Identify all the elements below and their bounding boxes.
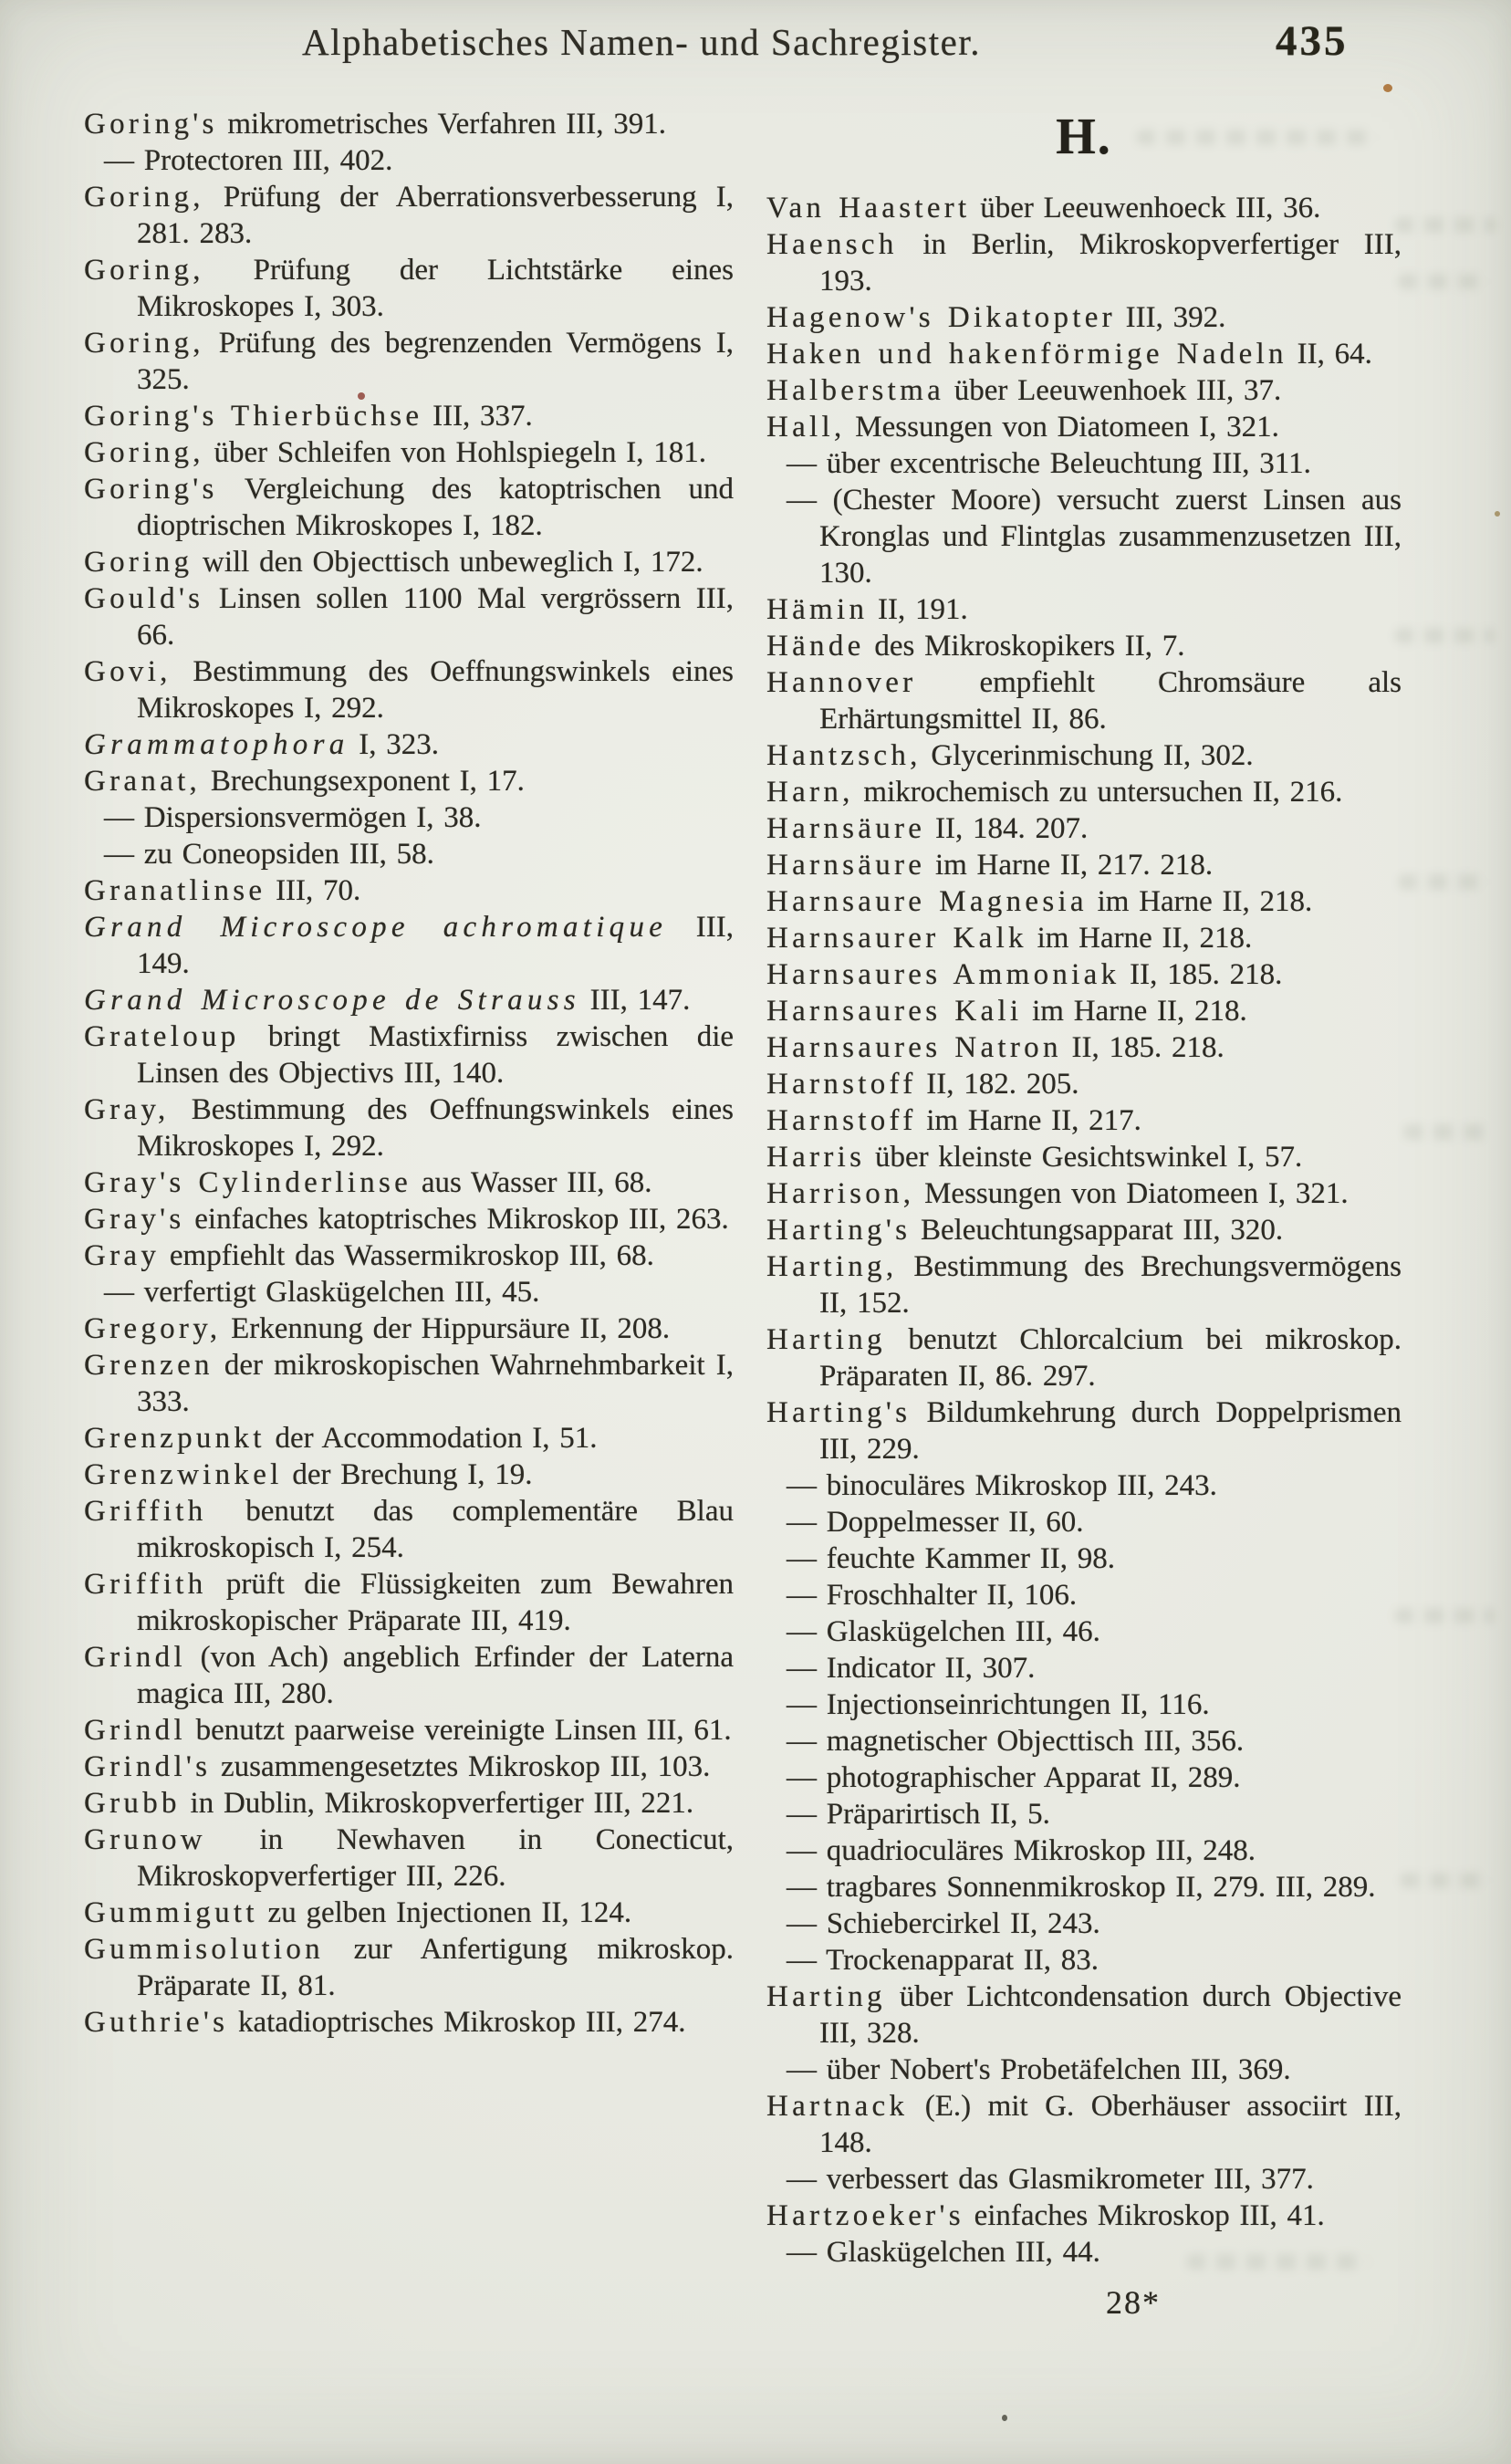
entry-headword: Griffith bbox=[84, 1495, 207, 1528]
index-entry: — Glaskügelchen III, 46. bbox=[787, 1615, 1100, 1648]
index-entry: Hände des Mikroskopikers II, 7. bbox=[766, 630, 1185, 663]
index-entry: Grenzwinkel der Brechung I, 19. bbox=[84, 1458, 533, 1491]
index-entry: Harnsaure Magnesia im Harne II, 218. bbox=[766, 885, 1313, 918]
dash-marker: — bbox=[787, 1506, 817, 1539]
bleed-through-ghost bbox=[1400, 1873, 1491, 1888]
dash-marker: — bbox=[104, 1276, 134, 1309]
index-entry: Harnstoff im Harne II, 217. bbox=[766, 1104, 1141, 1137]
entry-headword: Hantzsch, bbox=[766, 739, 922, 772]
entry-headword: Gummigutt bbox=[84, 1896, 258, 1929]
bleed-through-ghost bbox=[1394, 628, 1495, 643]
index-entry: Harrison, Messungen von Diatomeen I, 321. bbox=[766, 1177, 1349, 1210]
dash-marker: — bbox=[787, 1542, 817, 1575]
entry-headword: Harnsaures Kali bbox=[766, 995, 1023, 1028]
index-entry: — über Nobert's Probetäfelchen III, 369. bbox=[787, 2053, 1291, 2086]
right-column bbox=[766, 106, 1402, 2322]
index-entry: Harting's Beleuchtungsapparat III, 320. bbox=[766, 1214, 1284, 1247]
index-entry: — Injectionseinrichtungen II, 116. bbox=[787, 1688, 1210, 1721]
entry-headword: Harnsaures Natron bbox=[766, 1031, 1062, 1064]
signature-mark: 28* bbox=[1106, 2284, 1161, 2321]
index-entry: Guthrie's katadioptrisches Mikroskop III, 274. bbox=[84, 2006, 686, 2039]
entry-headword: Govi, bbox=[84, 655, 172, 688]
index-entry: Harting benutzt Chlorcalcium bei mikroskop. Präparaten II, 86. 297. bbox=[766, 1323, 1402, 1393]
entry-headword: Hämin bbox=[766, 593, 869, 626]
index-entry: Goring, Prüfung der Aberrationsverbesserung I, 281. 283. bbox=[84, 181, 734, 250]
bleed-through-ghost bbox=[1394, 217, 1496, 233]
index-entry: Gregory, Erkennung der Hippursäure II, 208. bbox=[84, 1312, 671, 1345]
entry-headword: Grubb bbox=[84, 1787, 181, 1820]
entry-headword: Harris bbox=[766, 1141, 866, 1174]
entry-headword: Harn, bbox=[766, 776, 854, 809]
entry-headword: Gray's bbox=[84, 1203, 185, 1236]
entry-headword: Grindl bbox=[84, 1641, 186, 1674]
entry-headword: Grand Microscope de Strauss bbox=[84, 984, 580, 1017]
dash-marker: — bbox=[787, 1761, 817, 1794]
index-entry: Granatlinse III, 70. bbox=[84, 874, 361, 907]
index-entry: — (Chester Moore) versucht zuerst Linsen aus Kronglas und Flintglas zusammenzusetzen III, 130. bbox=[787, 484, 1402, 590]
index-entry: — über excentrische Beleuchtung III, 311. bbox=[787, 447, 1311, 480]
entry-headword: Gray, bbox=[84, 1093, 170, 1126]
entry-headword: Harting bbox=[766, 1980, 886, 2013]
entry-headword: Van Haastert bbox=[766, 192, 971, 224]
entry-headword: Gregory, bbox=[84, 1312, 222, 1345]
index-entry: — photographischer Apparat II, 289. bbox=[787, 1761, 1241, 1794]
entry-headword: Gould's bbox=[84, 582, 204, 615]
dash-marker: — bbox=[787, 1834, 817, 1867]
entry-headword: Griffith bbox=[84, 1568, 207, 1601]
entry-headword: Goring's bbox=[84, 108, 218, 141]
bleed-through-ghost bbox=[1394, 1608, 1495, 1624]
index-entry: — tragbares Sonnenmikroskop II, 279. III, 289. bbox=[787, 1871, 1376, 1904]
right-column-entries bbox=[766, 190, 1402, 2271]
index-entry: Halberstma über Leeuwenhoek III, 37. bbox=[766, 374, 1282, 407]
index-entry: Goring, Prüfung des begrenzenden Vermögens I, 325. bbox=[84, 327, 735, 396]
index-entry: Gray's Cylinderlinse aus Wasser III, 68. bbox=[84, 1166, 652, 1199]
ink-speck bbox=[1495, 511, 1500, 517]
index-entry: Harn, mikrochemisch zu untersuchen II, 216. bbox=[766, 776, 1343, 809]
index-entry: Harting's Bildumkehrung durch Doppelprismen III, 229. bbox=[766, 1396, 1402, 1466]
index-entry: Gray, Bestimmung des Oeffnungswinkels eines Mikroskopes I, 292. bbox=[84, 1093, 734, 1163]
index-columns bbox=[84, 106, 1402, 2322]
dash-marker: — bbox=[787, 1944, 817, 1977]
index-entry: — feuchte Kammer II, 98. bbox=[787, 1542, 1116, 1575]
entry-headword: Goring, bbox=[84, 436, 204, 469]
entry-headword: Halberstma bbox=[766, 374, 945, 407]
entry-headword: Granatlinse bbox=[84, 874, 266, 907]
index-entry: Grateloup bringt Mastixfirniss zwischen die Linsen des Objectivs III, 140. bbox=[84, 1020, 735, 1090]
entry-headword: Harnsäure bbox=[766, 849, 926, 882]
dash-marker: — bbox=[104, 838, 134, 871]
index-entry: Harnsaures Natron II, 185. 218. bbox=[766, 1031, 1224, 1064]
index-entry: Hannover empfiehlt Chromsäure als Erhärtungsmittel II, 86. bbox=[766, 666, 1402, 736]
index-entry: — quadrioculäres Mikroskop III, 248. bbox=[787, 1834, 1256, 1867]
entry-headword: Goring, bbox=[84, 327, 204, 360]
index-entry: Goring will den Objecttisch unbeweglich I, 172. bbox=[84, 546, 703, 579]
dash-marker: — bbox=[787, 1469, 817, 1502]
index-entry: Haken und hakenförmige Nadeln II, 64. bbox=[766, 338, 1372, 371]
index-entry: Harting, Bestimmung des Brechungsvermögens II, 152. bbox=[766, 1250, 1402, 1320]
entry-headword: Granat, bbox=[84, 765, 202, 798]
entry-headword: Goring, bbox=[84, 254, 204, 287]
entry-headword: Goring's Thierbüchse bbox=[84, 400, 423, 433]
entry-headword: Haensch bbox=[766, 228, 898, 261]
entry-headword: Grammatophora bbox=[84, 728, 349, 761]
bleed-through-ghost bbox=[1398, 874, 1489, 890]
entry-headword: Grenzwinkel bbox=[84, 1458, 283, 1491]
entry-headword: Grunow bbox=[84, 1823, 206, 1856]
entry-headword: Grand Microscope achromatique bbox=[84, 911, 668, 944]
entry-headword: Goring's bbox=[84, 473, 218, 506]
index-entry: — Froschhalter II, 106. bbox=[787, 1579, 1078, 1612]
index-entry: Gould's Linsen sollen 1100 Mal vergrössern III, 66. bbox=[84, 582, 734, 652]
index-entry: Gummigutt zu gelben Injectionen II, 124. bbox=[84, 1896, 632, 1929]
entry-headword: Grenzen bbox=[84, 1349, 214, 1382]
index-entry: Hagenow's Dikatopter III, 392. bbox=[766, 301, 1226, 334]
dash-marker: — bbox=[104, 801, 134, 834]
index-entry: Harnstoff II, 182. 205. bbox=[766, 1068, 1079, 1101]
entry-headword: Harnstoff bbox=[766, 1068, 917, 1101]
index-entry: Harris über kleinste Gesichtswinkel I, 57. bbox=[766, 1141, 1303, 1174]
index-entry: Gray's einfaches katoptrisches Mikroskop III, 263. bbox=[84, 1203, 729, 1236]
index-entry: Harnsaures Kali im Harne II, 218. bbox=[766, 995, 1247, 1028]
bleed-through-ghost bbox=[1403, 1124, 1487, 1140]
dash-marker: — bbox=[787, 1652, 817, 1685]
index-entry: Gummisolution zur Anfertigung mikroskop. Präparate II, 81. bbox=[84, 1933, 735, 2002]
entry-headword: Grindl's bbox=[84, 1750, 212, 1783]
entry-headword: Gray bbox=[84, 1239, 161, 1272]
page-number: 435 bbox=[1276, 17, 1349, 65]
index-entry: Grand Microscope achromatique III, 149. bbox=[84, 911, 735, 980]
entry-headword: Hall, bbox=[766, 411, 846, 444]
index-entry: Grindl's zusammengesetztes Mikroskop III, 103. bbox=[84, 1750, 711, 1783]
index-entry: Goring's mikrometrisches Verfahren III, 391. bbox=[84, 108, 667, 141]
entry-headword: Harnsäure bbox=[766, 812, 926, 845]
index-entry: Granat, Brechungsexponent I, 17. bbox=[84, 765, 525, 798]
index-entry: — Trockenapparat II, 83. bbox=[787, 1944, 1099, 1977]
index-entry: Grunow in Newhaven in Conecticut, Mikroskopverfertiger III, 226. bbox=[84, 1823, 734, 1893]
ink-speck bbox=[1002, 2415, 1007, 2421]
index-entry: Hartzoeker's einfaches Mikroskop III, 41. bbox=[766, 2199, 1325, 2232]
entry-headword: Harting, bbox=[766, 1250, 898, 1283]
entry-headword: Harnsaures Ammoniak bbox=[766, 958, 1120, 991]
index-entry: — Protectoren III, 402. bbox=[104, 144, 393, 177]
entry-headword: Harrison, bbox=[766, 1177, 915, 1210]
entry-headword: Hände bbox=[766, 630, 865, 663]
dash-marker: — bbox=[787, 447, 817, 480]
index-entry: — Schiebercirkel II, 243. bbox=[787, 1907, 1100, 1940]
index-entry: Hartnack (E.) mit G. Oberhäuser associirt III, 148. bbox=[766, 2090, 1402, 2159]
entry-headword: Guthrie's bbox=[84, 2006, 229, 2039]
entry-headword: Harnstoff bbox=[766, 1104, 917, 1137]
dash-marker: — bbox=[787, 1907, 817, 1940]
entry-headword: Grateloup bbox=[84, 1020, 240, 1053]
index-entry: Harnsaures Ammoniak II, 185. 218. bbox=[766, 958, 1283, 991]
index-entry: — verfertigt Glaskügelchen III, 45. bbox=[104, 1276, 540, 1309]
index-entry: — Indicator II, 307. bbox=[787, 1652, 1036, 1685]
index-entry: Grenzen der mikroskopischen Wahrnehmbarkeit I, 333. bbox=[84, 1349, 734, 1418]
entry-headword: Gummisolution bbox=[84, 1933, 324, 1966]
dash-marker: — bbox=[787, 1798, 817, 1831]
left-column bbox=[84, 106, 734, 2322]
dash-marker: — bbox=[787, 484, 817, 517]
index-entry: Grindl (von Ach) angeblich Erfinder der Laterna magica III, 280. bbox=[84, 1641, 735, 1710]
index-entry: Griffith prüft die Flüssigkeiten zum Bewahren mikroskopischer Präparate III, 419. bbox=[84, 1568, 734, 1637]
entry-headword: Goring, bbox=[84, 181, 204, 214]
entry-headword: Grenzpunkt bbox=[84, 1422, 266, 1455]
index-entry: Van Haastert über Leeuwenhoeck III, 36. bbox=[766, 192, 1321, 224]
entry-headword: Goring bbox=[84, 546, 193, 579]
entry-headword: Grindl bbox=[84, 1714, 186, 1747]
index-entry: Haensch in Berlin, Mikroskopverfertiger III, 193. bbox=[766, 228, 1402, 298]
index-entry: — Glaskügelchen III, 44. bbox=[787, 2236, 1100, 2269]
index-entry: Hall, Messungen von Diatomeen I, 321. bbox=[766, 411, 1279, 444]
dash-marker: — bbox=[787, 1579, 817, 1612]
index-entry: Goring's Vergleichung des katoptrischen und dioptrischen Mikroskopes I, 182. bbox=[84, 473, 734, 542]
index-entry: Harting über Lichtcondensation durch Objective III, 328. bbox=[766, 1980, 1402, 2050]
index-entry: — zu Coneopsiden III, 58. bbox=[104, 838, 434, 871]
dash-marker: — bbox=[787, 1615, 817, 1648]
index-entry: Harnsaurer Kalk im Harne II, 218. bbox=[766, 922, 1253, 955]
running-title: Alphabetisches Namen- und Sachregister. bbox=[302, 21, 981, 63]
index-entry: Grenzpunkt der Accommodation I, 51. bbox=[84, 1422, 598, 1455]
bleed-through-ghost bbox=[1398, 274, 1489, 289]
index-entry: Gray empfiehlt das Wassermikroskop III, 68. bbox=[84, 1239, 654, 1272]
index-entry: — Dispersionsvermögen I, 38. bbox=[104, 801, 482, 834]
index-entry: Harnsäure im Harne II, 217. 218. bbox=[766, 849, 1214, 882]
section-heading-H: H. bbox=[1056, 109, 1112, 165]
index-entry: — Präparirtisch II, 5. bbox=[787, 1798, 1050, 1831]
dash-marker: — bbox=[787, 1688, 817, 1721]
entry-headword: Harting bbox=[766, 1323, 886, 1356]
entry-headword: Hannover bbox=[766, 666, 917, 699]
index-entry: Griffith benutzt das complementäre Blau mikroskopisch I, 254. bbox=[84, 1495, 734, 1564]
index-entry: — verbessert das Glasmikrometer III, 377. bbox=[787, 2163, 1314, 2196]
entry-headword: Harting's bbox=[766, 1396, 912, 1429]
index-entry: Govi, Bestimmung des Oeffnungswinkels eines Mikroskopes I, 292. bbox=[84, 655, 734, 725]
dash-marker: — bbox=[787, 2053, 817, 2086]
entry-headword: Harnsaurer Kalk bbox=[766, 922, 1027, 955]
entry-headword: Gray's Cylinderlinse bbox=[84, 1166, 412, 1199]
index-entry: Hantzsch, Glycerinmischung II, 302. bbox=[766, 739, 1254, 772]
entry-headword: Harting's bbox=[766, 1214, 912, 1247]
dash-marker: — bbox=[787, 1725, 817, 1758]
index-entry: — binoculäres Mikroskop III, 243. bbox=[787, 1469, 1217, 1502]
dash-marker: — bbox=[787, 1871, 817, 1904]
index-entry: Goring's Thierbüchse III, 337. bbox=[84, 400, 533, 433]
index-entry: Grand Microscope de Strauss III, 147. bbox=[84, 984, 691, 1017]
index-entry: Goring, Prüfung der Lichtstärke eines Mikroskopes I, 303. bbox=[84, 254, 734, 323]
index-entry: Harnsäure II, 184. 207. bbox=[766, 812, 1089, 845]
entry-headword: Hartzoeker's bbox=[766, 2199, 964, 2232]
ink-speck bbox=[1383, 84, 1392, 92]
dash-marker: — bbox=[787, 2163, 817, 2196]
index-entry: Grindl benutzt paarweise vereinigte Linsen III, 61. bbox=[84, 1714, 732, 1747]
entry-headword: Hagenow's Dikatopter bbox=[766, 301, 1116, 334]
dash-marker: — bbox=[104, 144, 134, 177]
index-entry: — magnetischer Objecttisch III, 356. bbox=[787, 1725, 1245, 1758]
index-entry: — Doppelmesser II, 60. bbox=[787, 1506, 1084, 1539]
index-entry: Grammatophora I, 323. bbox=[84, 728, 439, 761]
entry-headword: Harnsaure Magnesia bbox=[766, 885, 1088, 918]
index-entry: Grubb in Dublin, Mikroskopverfertiger III, 221. bbox=[84, 1787, 694, 1820]
index-entry: Hämin II, 191. bbox=[766, 593, 968, 626]
index-entry: Goring, über Schleifen von Hohlspiegeln I, 181. bbox=[84, 436, 706, 469]
dash-marker: — bbox=[787, 2236, 817, 2269]
entry-headword: Hartnack bbox=[766, 2090, 909, 2123]
entry-headword: Haken und hakenförmige Nadeln bbox=[766, 338, 1287, 371]
